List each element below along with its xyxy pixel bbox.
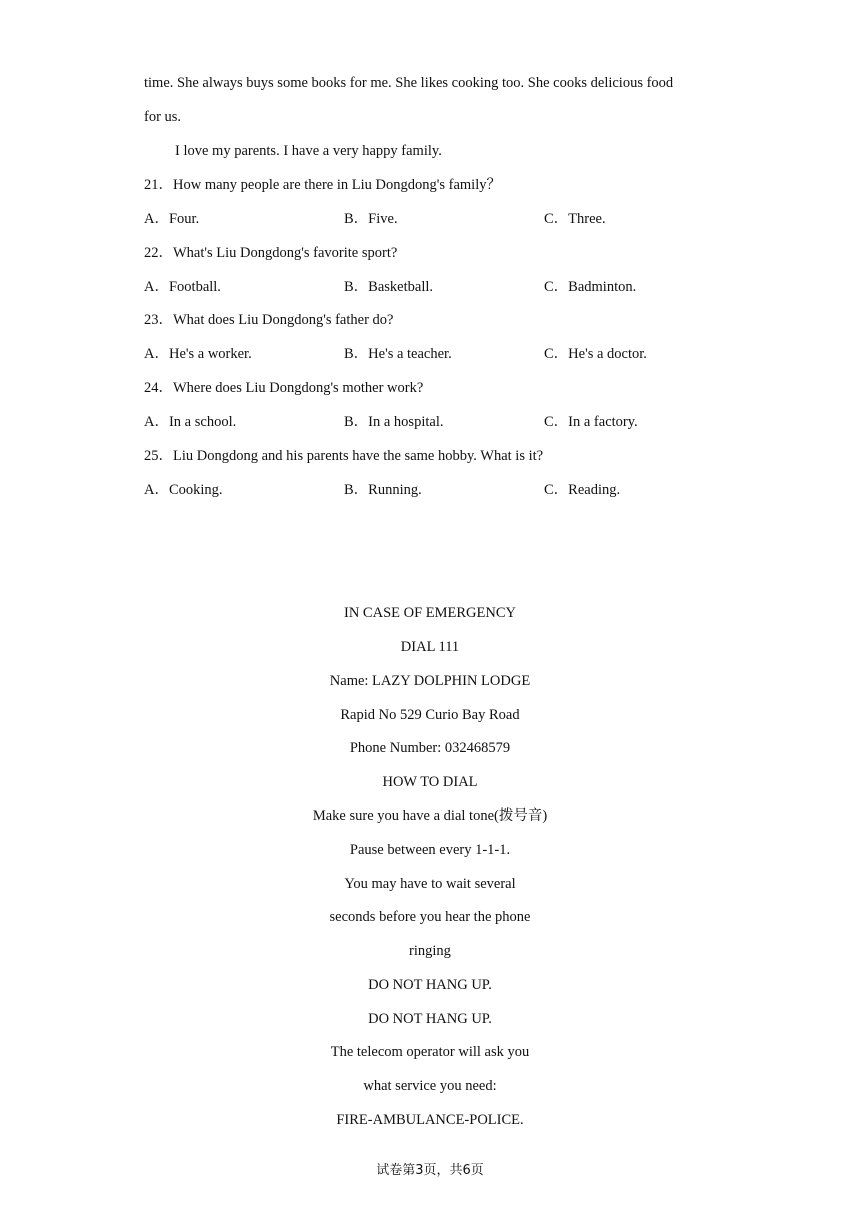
answer-option-c[interactable]: C．Badminton. (544, 279, 637, 295)
notice-line: ringing (409, 943, 451, 959)
passage-line: I love my parents. I have a very happy family. (175, 143, 442, 159)
notice-line: FIRE-AMBULANCE-POLICE. (336, 1112, 524, 1128)
question-stem: 22．What's Liu Dongdong's favorite sport? (144, 245, 398, 261)
answer-option-b[interactable]: B．In a hospital. (344, 414, 444, 430)
notice-line: Make sure you have a dial tone(拨号音) (312, 808, 548, 824)
answer-option-a[interactable]: A．Cooking. (144, 482, 223, 498)
passage-line: time. She always buys some books for me. She likes cooking too. She cooks delicious food (144, 75, 674, 91)
answer-option-c[interactable]: C．Three. (544, 211, 606, 227)
page-number: 试卷第3页，共6页 (376, 1163, 484, 1178)
answer-option-a[interactable]: A．He's a worker. (144, 346, 252, 362)
answer-option-a[interactable]: A．Four. (144, 211, 200, 227)
question-stem: 21．How many people are there in Liu Dongdong's family？ (144, 177, 501, 193)
notice-subheading: HOW TO DIAL (382, 774, 478, 790)
answer-option-a[interactable]: A．In a school. (144, 414, 237, 430)
question-stem: 24．Where does Liu Dongdong's mother work? (144, 380, 424, 396)
notice-line: Pause between every 1-1-1. (349, 842, 511, 858)
notice-line: DIAL 111 (400, 639, 460, 655)
notice-line: Rapid No 529 Curio Bay Road (340, 707, 520, 723)
passage-line: for us. (144, 109, 182, 125)
notice-warning: DO NOT HANG UP. (368, 1011, 492, 1027)
notice-line: The telecom operator will ask you (330, 1044, 530, 1060)
notice-warning: DO NOT HANG UP. (368, 977, 492, 993)
answer-option-c[interactable]: C．In a factory. (544, 414, 638, 430)
answer-option-b[interactable]: B．Running. (344, 482, 422, 498)
answer-option-b[interactable]: B．He's a teacher. (344, 346, 452, 362)
question-stem: 23．What does Liu Dongdong's father do? (144, 312, 394, 328)
notice-line: Name: LAZY DOLPHIN LODGE (329, 673, 531, 689)
answer-option-a[interactable]: A．Football. (144, 279, 221, 295)
notice-heading: IN CASE OF EMERGENCY (344, 605, 516, 621)
answer-option-b[interactable]: B．Five. (344, 211, 398, 227)
answer-option-b[interactable]: B．Basketball. (344, 279, 434, 295)
notice-line: seconds before you hear the phone (329, 909, 531, 925)
notice-line: what service you need: (363, 1078, 497, 1094)
notice-line: Phone Number: 032468579 (349, 740, 511, 756)
answer-option-c[interactable]: C．He's a doctor. (544, 346, 647, 362)
answer-option-c[interactable]: C．Reading. (544, 482, 621, 498)
question-stem: 25．Liu Dongdong and his parents have the same hobby. What is it? (144, 448, 544, 464)
notice-line: You may have to wait several (344, 876, 516, 892)
